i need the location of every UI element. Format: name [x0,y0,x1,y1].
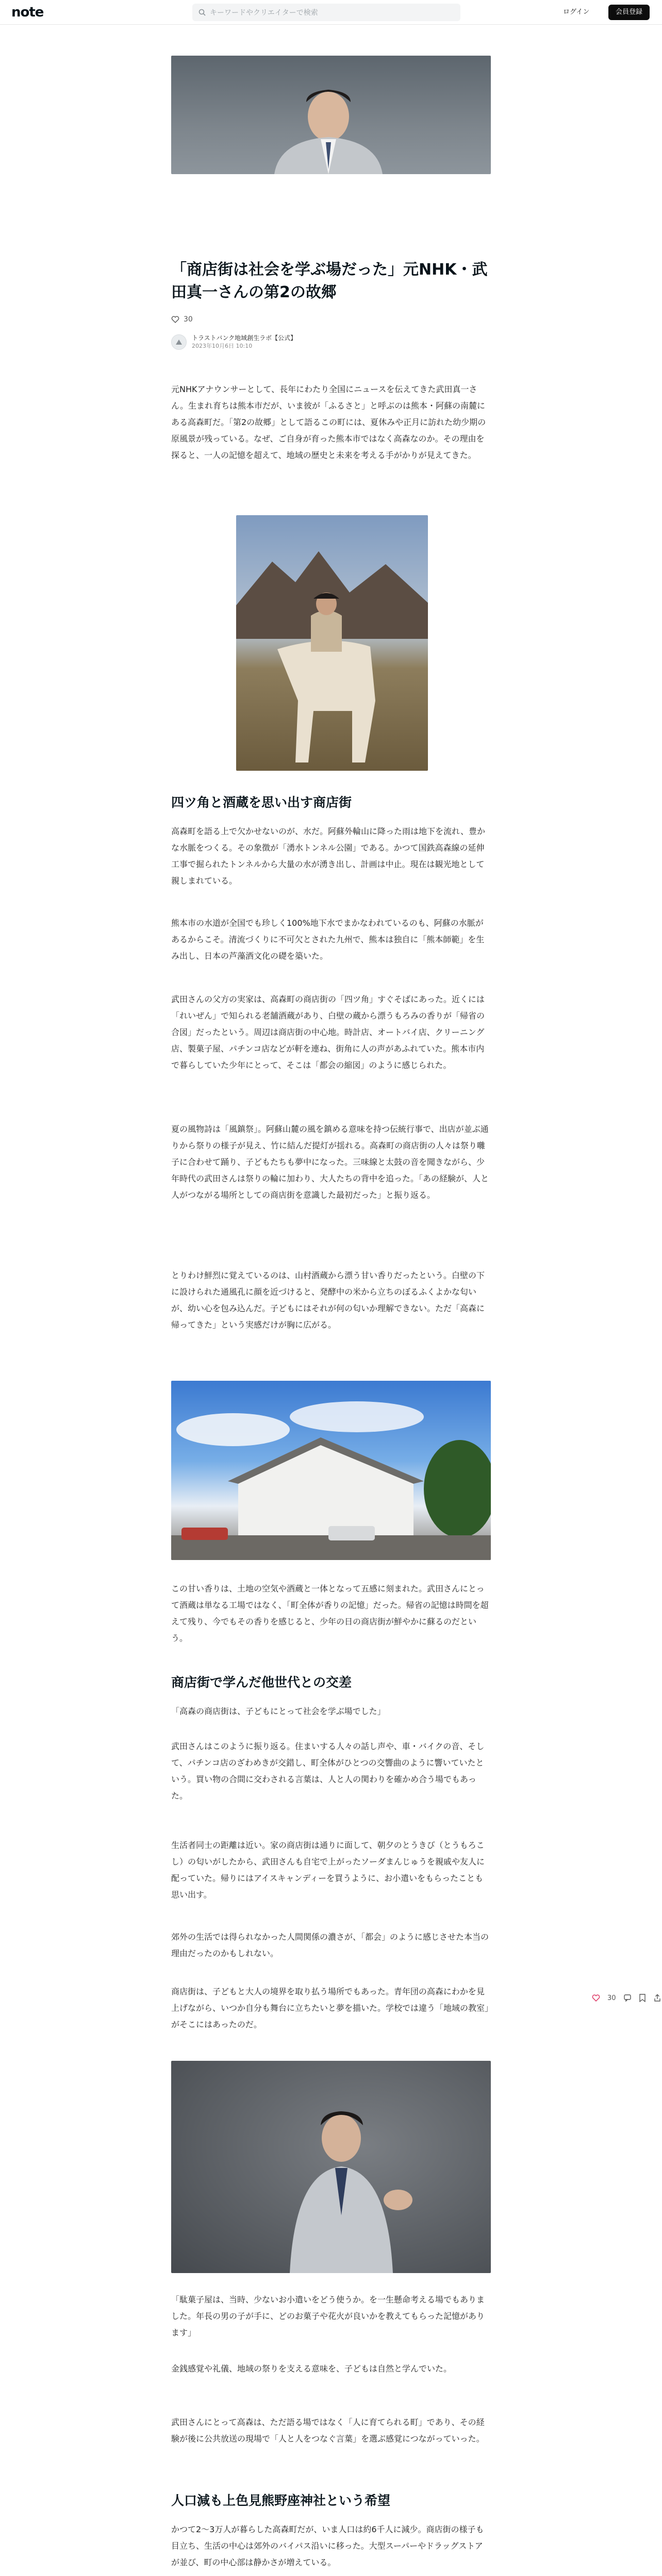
paragraph: 「高森の商店街は、子どもにとって社会を学ぶ場でした」 [171,1706,386,1716]
note-logo[interactable]: note [11,5,44,20]
sake-brewery-image [171,1381,491,1560]
section-heading: 四ツ角と酒蔵を思い出す商店街 [171,795,352,810]
paragraph: 金銭感覚や礼儀、地域の祭りを支える意味を、子どもは自然と学んでいた。 [171,2364,452,2374]
search-placeholder: キーワードやクリエイターで検索 [210,9,318,17]
comment-icon[interactable] [623,1994,632,2002]
like-count: 30 [184,315,193,324]
like-counter[interactable] [171,315,193,324]
speaking-portrait-image [171,2061,491,2273]
login-link[interactable]: ログイン [563,8,590,16]
paragraph: この甘い香りは、土地の空気や酒蔵と一体となって五感に刻まれた。武田さんにとって酒蔵は単なる工場ではなく、「町全体が香りの記憶」だった。帰省の記憶は時間を超えて残り、今でもその香りを感じると、少年の日の商店街が鮮やかに蘇るのだという。 [171,1584,489,1643]
paragraph: 元NHKアナウンサーとして、長年にわたり全国にニュースを伝えてきた武田真一さん。生まれ育ちは熊本市だが、いま彼が「ふるさと」と呼ぶのは熊本・阿蘇の南麓にある高森町だ。「第2の故郷」として語るこの町には、夏休みや正月に訪れた幼少期の原風景が残っている。なぜ、ご自身が育った熊本市ではなく高森なのか。その理由を探ると、一人の記憶を超えて、地域の歴史と未来を考える手がかりが見えてきた。 [171,384,486,460]
paragraph: 熊本市の水道が全国でも珍しく100%地下水でまかなわれているのも、阿蘇の水脈があるからこそ。清流づくりに不可欠とされた九州で、熊本は独自に「熊本師範」を生み出し、日本の芦藻酒文化の礎を築いた。 [171,918,485,961]
paragraph: 郊外の生活では得られなかった人間関係の濃さが、「都会」のように感じさせた本当の理由だったのかもしれない。 [171,1932,489,1958]
horse-riding-image [236,515,428,771]
section-heading: 商店街で学んだ他世代との交差 [171,1675,352,1690]
author-name[interactable]: トラストバンク地域創生ラボ【公式】 [192,334,297,342]
paragraph: 武田さんの父方の実家は、高森町の商店街の「四ツ角」すぐそばにあった。近くには「れいぜん」で知られる老舗酒蔵があり、白壁の蔵から漂うもろみの香りが「帰省の合図」だったという。周辺は商店街の中心地。時計店、オートバイ店、クリーニング店、製菓子屋、パチンコ店などが軒を連ね、街角に人の声があふれていた。熊本市内で暮らしていた少年にとって、そこは「都会の縮図」のように感じられた。 [171,994,485,1070]
rail-like-count: 30 [607,1994,616,2002]
hero-portrait-image [171,56,491,174]
search-input[interactable] [192,4,460,21]
paragraph: 武田さんはこのように振り返る。住まいする人々の話し声や、車・バイクの音、そして、パチンコ店のざわめきが交錯し、町全体がひとつの交響曲のように響いていたという。買い物の合間に交わされる言葉は、人と人の関わりを確かめ合う場でもあった。 [171,1741,485,1801]
share-icon[interactable] [653,1994,661,2002]
paragraph: 武田さんにとって高森は、ただ語る場ではなく「人に育てられる町」であり、その経験が後に公共放送の現場で「人と人をつなぐ言葉」を選ぶ感覚につながっていった。 [171,2417,485,2444]
bookmark-icon[interactable] [639,1994,646,2002]
signup-button[interactable]: 会員登録 [608,5,650,20]
article-title: 「商店街は社会を学ぶ場だった」元NHK・武田真一さんの第2の故郷 [171,261,488,301]
paragraph: かつて2〜3万人が暮らした高森町だが、いま人口は約6千人に減少。商店街の様子も目立ち、生活の中心は郊外のバイパス沿いに移った。大型スーパーやドラッグストアが並び、町の中心部は静かさが増えている。 [171,2524,484,2567]
section-heading: 人口減も上色見熊野座神社という希望 [171,2493,391,2508]
heart-icon[interactable] [592,1994,600,2002]
author-block[interactable] [171,334,296,350]
author-avatar[interactable] [171,334,187,350]
search-icon [198,9,206,16]
site-header [0,0,662,25]
paragraph: 商店街は、子どもと大人の境界を取り払う場所でもあった。青年団の高森にわかを見上げながら、いつか自分も舞台に立ちたいと夢を描いた。学校では違う「地域の教室」がそこにはあったのだ。 [171,1987,489,2029]
heart-icon[interactable] [171,315,179,324]
paragraph: とりわけ鮮烈に覚えているのは、山村酒蔵から漂う甘い香りだったという。白壁の下に設けられた通風孔に顔を近づけると、発酵中の米から立ちのぼるふくよかな匂いが、幼い心を包み込んだ。子どもにはそれが何の匂いか理解できない。ただ「高森に帰ってきた」という実感だけが胸に広がる。 [171,1270,485,1330]
paragraph: 生活者同士の距離は近い。家の商店街は通りに面して、朝夕のとうきび（とうもろこし）の匂いがしたから、武田さんも自宅で上がったソーダまんじゅうを親戚や友人に配っていた。帰りにはアイスキャンディーを買うように、お小遣いをもらったことも思い出す。 [171,1840,485,1900]
paragraph: 高森町を語る上で欠かせないのが、水だ。阿蘇外輪山に降った雨は地下を流れ、豊かな水脈をつくる。その象徴が「湧水トンネル公園」である。かつて国鉄高森線の延伸工事で掘られたトンネルから大量の水が湧き出し、計画は中止。現在は観光地として親しまれている。 [171,826,485,886]
paragraph: 夏の風物詩は「風鎮祭」。阿蘇山麓の風を鎮める意味を持つ伝統行事で、出店が並ぶ通りから祭りの様子が見え、竹に結んだ提灯が揺れる。高森町の商店街の人々は祭り囃子に合わせて踊り、子どもたちも夢中になった。三味線と太鼓の音を聞きながら、少年時代の武田さんは祭りの輪に加わり、大人たちの背中を追った。「あの経験が、人と人がつながる場所としての商店街を意識した最初だった」と振り返る。 [171,1124,489,1200]
paragraph: 「駄菓子屋は、当時、少ないお小遣いをどう使うか。を一生懸命考える場でもありました。年長の男の子が手に、どのお菓子や花火が良いかを教えてもらった記憶があります」 [171,2295,485,2337]
publish-date: 2023年10月6日 10:10 [192,343,253,349]
floating-action-rail [592,1994,661,2002]
